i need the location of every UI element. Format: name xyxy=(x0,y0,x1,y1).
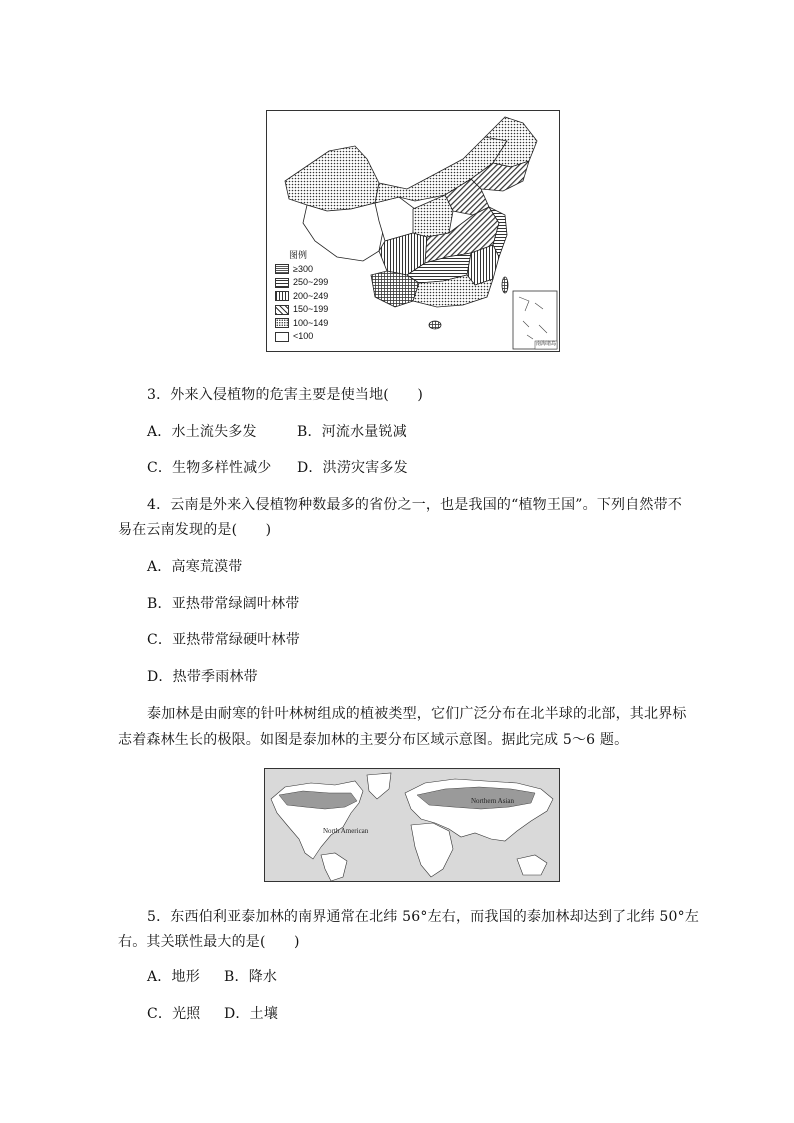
legend-item: <100 xyxy=(275,330,328,344)
legend-swatch-blank xyxy=(275,332,289,342)
legend-title: 图例 xyxy=(289,250,308,260)
question-5-option-d[interactable]: D．土壤 xyxy=(224,1006,279,1022)
question-4-stem-line2: 易在云南发现的是( ) xyxy=(118,522,272,538)
question-4-option-b[interactable]: B．亚热带常绿阔叶林带 xyxy=(147,596,300,612)
landmass-south-america xyxy=(321,853,347,881)
legend-swatch-crosshatch xyxy=(275,264,289,274)
legend-item: 100~149 xyxy=(275,317,328,331)
intro-line2: 志着森林生长的极限。如图是泰加林的主要分布区域示意图。据此完成 5～6 题。 xyxy=(118,732,629,748)
question-5-option-a[interactable]: A．地形 xyxy=(147,969,200,985)
question-3-option-b[interactable]: B．河流水量锐减 xyxy=(297,424,407,440)
taiga-distribution-map xyxy=(264,768,560,882)
landmass-africa xyxy=(411,823,453,877)
question-3-option-d[interactable]: D．洪涝灾害多发 xyxy=(297,460,408,476)
legend-item: 250~299 xyxy=(275,276,328,290)
question-3-option-a[interactable]: A．水土流失多发 xyxy=(147,424,257,440)
region-northwest xyxy=(413,195,453,237)
label-northern-asian: Northern Asian xyxy=(471,797,514,805)
question-3-option-c[interactable]: C．生物多样性减少 xyxy=(147,460,272,476)
question-3-stem: 3．外来入侵植物的危害主要是使当地( ) xyxy=(147,387,424,403)
question-5-option-c[interactable]: C．光照 xyxy=(147,1006,201,1022)
legend-item: 200~249 xyxy=(275,290,328,304)
legend-item: ≥300 xyxy=(275,263,328,277)
question-4-option-c[interactable]: C．亚热带常绿硬叶林带 xyxy=(147,632,300,648)
intro-line1: 泰加林是由耐寒的针叶林树组成的植被类型，它们广泛分布在北半球的北部，其北界标 xyxy=(147,706,687,722)
map-legend xyxy=(275,249,328,344)
label-north-american: North American xyxy=(323,827,369,835)
legend-swatch-horizontal xyxy=(275,278,289,288)
question-4-stem-line1: 4．云南是外来入侵植物种数最多的省份之一，也是我国的“植物王国”。下列自然带不 xyxy=(147,497,683,513)
region-hainan xyxy=(429,321,441,329)
legend-item: 150~199 xyxy=(275,303,328,317)
question-5-option-b[interactable]: B．降水 xyxy=(224,969,278,985)
region-taiwan xyxy=(502,277,508,293)
legend-swatch-dots xyxy=(275,318,289,328)
landmass-australia xyxy=(517,855,547,875)
inset-label: 南海诸岛 xyxy=(536,342,557,347)
question-5-stem-line1: 5．东西伯利亚泰加林的南界通常在北纬 56°左右，而我国的泰加林却达到了北纬 50°左 xyxy=(147,909,700,925)
taiga-map-graphic xyxy=(265,769,559,881)
question-4-option-a[interactable]: A．高寒荒漠带 xyxy=(147,559,243,575)
question-4-option-d[interactable]: D．热带季雨林带 xyxy=(147,669,258,685)
question-5-stem-line2: 右。其关联性最大的是( ) xyxy=(118,934,300,950)
region-xinjiang xyxy=(285,146,379,211)
legend-swatch-diagonal xyxy=(275,305,289,315)
legend-swatch-vertical xyxy=(275,291,289,301)
landmass-greenland xyxy=(367,773,391,799)
china-invasive-plants-map xyxy=(266,110,560,352)
